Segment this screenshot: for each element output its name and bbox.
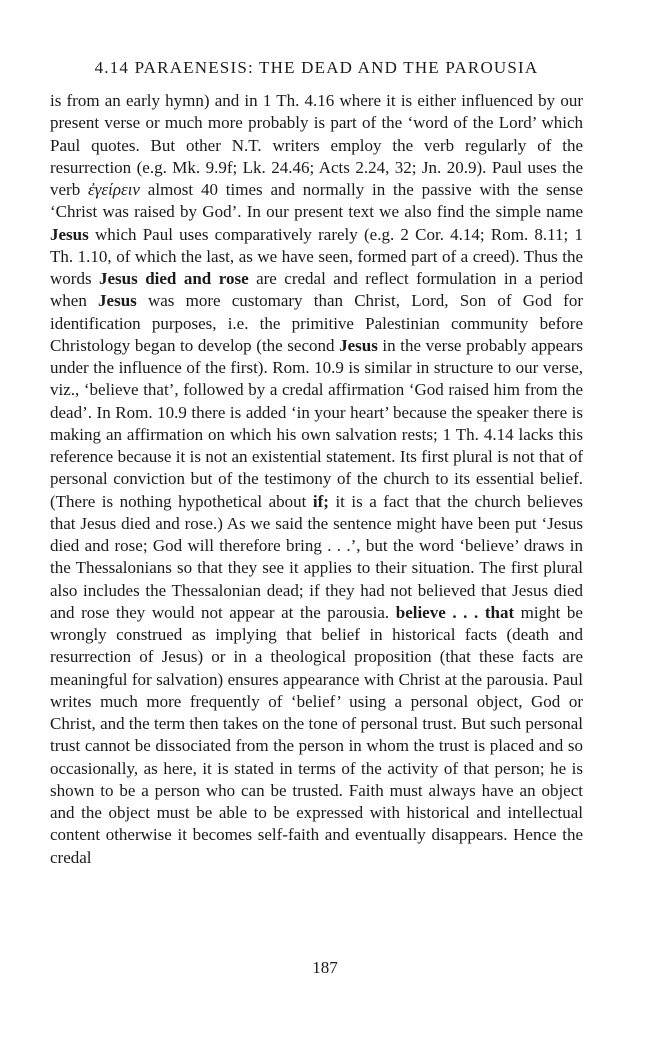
bold-lemma-jesus-died-and-rose: Jesus died and rose: [99, 269, 249, 288]
greek-word: ἐγείρειν: [88, 180, 140, 199]
bold-lemma-if: if;: [312, 491, 329, 511]
text-segment: almost 40 times and normally in the passive with the sense ‘Christ was raised by God’. In our present text we also find the simple name: [50, 180, 583, 222]
bold-lemma-jesus: Jesus: [50, 224, 89, 244]
text-segment: was more customary than Christ, Lord, Son of God for identification purposes, i.e. the primitive Palestinian community before Christology began to develop (the second: [50, 291, 583, 355]
running-head: 4.14 PARAENESIS: THE DEAD AND THE PAROUSIA: [94, 58, 539, 77]
bold-lemma-believe-that: believe . . . that: [395, 602, 515, 622]
page: [50, 58, 583, 869]
body-paragraph: [50, 90, 583, 869]
bold-lemma-jesus: Jesus: [98, 291, 137, 311]
text-segment: which Paul uses comparatively rarely (e.g. 2 Cor. 4.14; Rom. 8.11; 1 Th. 1.10, of which the last, as we have seen, formed part of a creed). Thus the words: [50, 224, 583, 288]
bold-lemma-jesus: Jesus: [339, 335, 378, 355]
page-number: 187: [312, 958, 338, 977]
text-segment: might be wrongly construed as implying that belief in historical facts (death and resurrection of Jesus) or in a theological proposition (that these facts are meaningful for salvation) ensures appearance with Christ at the parousia. Paul writes much more frequently of ‘belief’ using a personal object, God or Christ, and the term then takes on the tone of personal trust. But such personal trust cannot be dissociated from the person in whom the trust is placed and so occasionally, as here, it is stated in terms of the activity of that person; he is shown to be a person who can be trusted. Faith must always have an object and the object must be able to be expressed with historical and intellectual content otherwise it becomes self-faith and eventually disappears. Hence the credal: [50, 602, 583, 867]
text-segment: in the verse probably appears under the influence of the first). Rom. 10.9 is similar in structure to our verse, viz., ‘believe that’, followed by a credal affirmation ‘God raised him from the dead’. In Rom. 10.9 there is added ‘in your heart’ because the speaker there is making an affirmation on which his own salvation rests; 1 Th. 4.14 lacks this reference because it is not an existential statement. Its first plural is not that of personal conviction but of the testimony of the church to its essential belief. (There is nothing hypothetical about: [50, 335, 584, 511]
text-segment: is from an early hymn) and in 1 Th. 4.16 where it is either influenced by our present verse or much more probably is part of the ‘word of the Lord’ which Paul quotes. But other N.T. writers employ the verb regularly of the resurrection (e.g. Mk. 9.9f; Lk. 24.46; Acts 2.24, 32; Jn. 20.9). Paul uses the verb: [50, 91, 583, 199]
text-segment: it is a fact that the church believes that Jesus died and rose.) As we said the sentence might have been put ‘Jesus died and rose; God will therefore bring . . .’, but the word ‘believe’ draws in the Thessalonians so that they see it applies to their situation. The first plural also includes the Thessalonian dead; if they had not believed that Jesus died and rose they would not appear at the parousia.: [50, 491, 583, 622]
text-segment: are credal and reflect formulation in a period when: [50, 269, 583, 311]
